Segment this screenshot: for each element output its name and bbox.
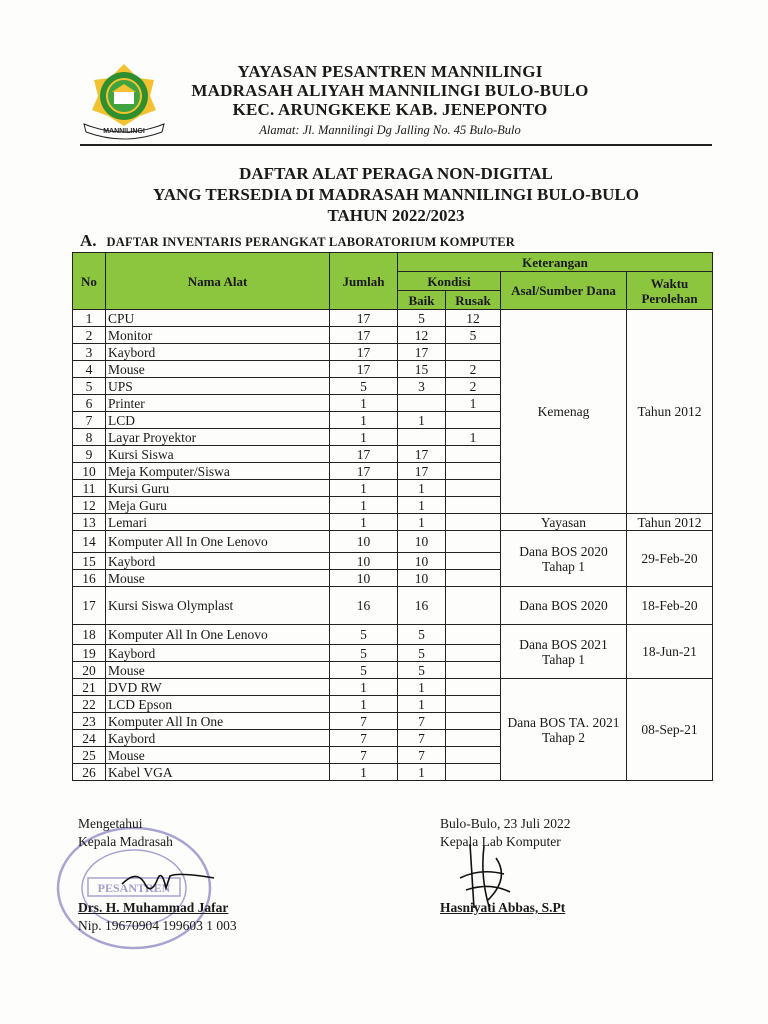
row-no: 21 bbox=[73, 679, 106, 696]
row-baik: 5 bbox=[398, 625, 446, 645]
group-asal: Dana BOS 2020 Tahap 1 bbox=[501, 531, 627, 587]
row-rusak bbox=[446, 625, 501, 645]
row-baik: 1 bbox=[398, 412, 446, 429]
row-nama: Kaybord bbox=[106, 344, 330, 361]
signature-block-right bbox=[440, 815, 571, 917]
row-no: 15 bbox=[73, 553, 106, 570]
row-jumlah: 1 bbox=[330, 429, 398, 446]
row-nama: Komputer All In One Lenovo bbox=[106, 625, 330, 645]
school-address: Alamat: Jl. Mannilingi Dg Jalling No. 45 Bulo-Bulo bbox=[259, 123, 521, 137]
row-nama: Kursi Siswa Olymplast bbox=[106, 587, 330, 625]
svg-text:PESANTREN: PESANTREN bbox=[97, 881, 171, 895]
row-no: 18 bbox=[73, 625, 106, 645]
row-rusak: 1 bbox=[446, 429, 501, 446]
table-row bbox=[73, 514, 713, 531]
row-jumlah: 17 bbox=[330, 344, 398, 361]
table-row bbox=[73, 587, 713, 625]
row-baik: 1 bbox=[398, 514, 446, 531]
row-jumlah: 17 bbox=[330, 327, 398, 344]
acknowledged-label: Mengetahui bbox=[78, 816, 143, 831]
row-jumlah: 17 bbox=[330, 446, 398, 463]
row-rusak: 12 bbox=[446, 310, 501, 327]
title-line-2: YANG TERSEDIA DI MADRASAH MANNILINGI BULO-BULO bbox=[153, 185, 639, 204]
row-rusak bbox=[446, 587, 501, 625]
row-rusak bbox=[446, 662, 501, 679]
row-nama: Mouse bbox=[106, 662, 330, 679]
row-jumlah: 1 bbox=[330, 497, 398, 514]
row-rusak: 2 bbox=[446, 378, 501, 395]
header-rusak: Rusak bbox=[446, 291, 501, 310]
row-baik: 1 bbox=[398, 764, 446, 781]
section-title: DAFTAR INVENTARIS PERANGKAT LABORATORIUM KOMPUTER bbox=[106, 235, 515, 249]
row-no: 17 bbox=[73, 587, 106, 625]
lab-head-name: Hasniyati Abbas, S.Pt bbox=[440, 900, 566, 915]
headmaster-name: Drs. H. Muhammad Jafar bbox=[78, 900, 229, 915]
header-asal-sumber-dana: Asal/Sumber Dana bbox=[501, 272, 627, 310]
row-baik bbox=[398, 395, 446, 412]
row-no: 16 bbox=[73, 570, 106, 587]
title-line-1: DAFTAR ALAT PERAGA NON-DIGITAL bbox=[239, 164, 553, 183]
row-rusak: 2 bbox=[446, 361, 501, 378]
row-no: 25 bbox=[73, 747, 106, 764]
table-row bbox=[73, 679, 713, 696]
row-jumlah: 16 bbox=[330, 587, 398, 625]
header-divider bbox=[80, 144, 712, 146]
row-nama: CPU bbox=[106, 310, 330, 327]
row-baik: 5 bbox=[398, 662, 446, 679]
row-nama: Mouse bbox=[106, 747, 330, 764]
row-nama: Komputer All In One Lenovo bbox=[106, 531, 330, 553]
group-waktu: 08-Sep-21 bbox=[627, 679, 713, 781]
row-no: 7 bbox=[73, 412, 106, 429]
row-jumlah: 17 bbox=[330, 310, 398, 327]
row-nama: LCD Epson bbox=[106, 696, 330, 713]
row-no: 5 bbox=[73, 378, 106, 395]
school-logo-icon bbox=[78, 60, 170, 140]
signature-block-left bbox=[78, 815, 237, 935]
row-baik: 17 bbox=[398, 463, 446, 480]
row-no: 11 bbox=[73, 480, 106, 497]
row-rusak bbox=[446, 463, 501, 480]
row-jumlah: 7 bbox=[330, 747, 398, 764]
group-asal: Kemenag bbox=[501, 310, 627, 514]
lab-head-title: Kepala Lab Komputer bbox=[440, 834, 561, 849]
row-no: 13 bbox=[73, 514, 106, 531]
row-rusak bbox=[446, 679, 501, 696]
row-nama: Lemari bbox=[106, 514, 330, 531]
group-asal: Yayasan bbox=[501, 514, 627, 531]
row-jumlah: 7 bbox=[330, 713, 398, 730]
row-jumlah: 1 bbox=[330, 696, 398, 713]
group-asal: Dana BOS 2021 Tahap 1 bbox=[501, 625, 627, 679]
row-rusak: 5 bbox=[446, 327, 501, 344]
foundation-name: YAYASAN PESANTREN MANNILINGI bbox=[237, 62, 543, 81]
group-waktu: 18-Feb-20 bbox=[627, 587, 713, 625]
row-jumlah: 1 bbox=[330, 412, 398, 429]
row-baik: 10 bbox=[398, 570, 446, 587]
row-jumlah: 5 bbox=[330, 378, 398, 395]
row-nama: Mouse bbox=[106, 570, 330, 587]
row-no: 3 bbox=[73, 344, 106, 361]
row-baik: 15 bbox=[398, 361, 446, 378]
row-no: 24 bbox=[73, 730, 106, 747]
inventory-table bbox=[72, 252, 713, 781]
row-jumlah: 1 bbox=[330, 679, 398, 696]
table-row bbox=[73, 310, 713, 327]
row-nama: Kursi Siswa bbox=[106, 446, 330, 463]
header-nama-alat: Nama Alat bbox=[106, 253, 330, 310]
headmaster-nip: Nip. 19670904 199603 1 003 bbox=[78, 918, 237, 933]
row-jumlah: 17 bbox=[330, 361, 398, 378]
row-jumlah: 10 bbox=[330, 570, 398, 587]
header-jumlah: Jumlah bbox=[330, 253, 398, 310]
row-nama: Printer bbox=[106, 395, 330, 412]
row-no: 20 bbox=[73, 662, 106, 679]
row-nama: Layar Proyektor bbox=[106, 429, 330, 446]
group-waktu: Tahun 2012 bbox=[627, 310, 713, 514]
group-waktu: Tahun 2012 bbox=[627, 514, 713, 531]
row-jumlah: 5 bbox=[330, 625, 398, 645]
header-keterangan: Keterangan bbox=[398, 253, 713, 272]
row-rusak bbox=[446, 730, 501, 747]
row-no: 2 bbox=[73, 327, 106, 344]
header-kondisi: Kondisi bbox=[398, 272, 501, 291]
title-line-3: TAHUN 2022/2023 bbox=[327, 206, 465, 225]
row-nama: Kabel VGA bbox=[106, 764, 330, 781]
group-asal: Dana BOS TA. 2021 Tahap 2 bbox=[501, 679, 627, 781]
row-no: 23 bbox=[73, 713, 106, 730]
row-jumlah: 1 bbox=[330, 514, 398, 531]
row-nama: Kaybord bbox=[106, 553, 330, 570]
row-baik: 1 bbox=[398, 497, 446, 514]
row-baik bbox=[398, 429, 446, 446]
row-rusak bbox=[446, 412, 501, 429]
row-nama: Monitor bbox=[106, 327, 330, 344]
row-baik: 10 bbox=[398, 553, 446, 570]
row-rusak bbox=[446, 570, 501, 587]
row-nama: Mouse bbox=[106, 361, 330, 378]
row-baik: 1 bbox=[398, 480, 446, 497]
row-rusak bbox=[446, 497, 501, 514]
section-letter: A. bbox=[80, 231, 97, 250]
row-nama: Kaybord bbox=[106, 645, 330, 662]
row-baik: 7 bbox=[398, 713, 446, 730]
row-baik: 7 bbox=[398, 747, 446, 764]
row-no: 14 bbox=[73, 531, 106, 553]
row-nama: LCD bbox=[106, 412, 330, 429]
row-jumlah: 1 bbox=[330, 764, 398, 781]
logo-text: MANNILINGI bbox=[103, 128, 145, 135]
place-date: Bulo-Bulo, 23 Juli 2022 bbox=[440, 816, 571, 831]
group-asal: Dana BOS 2020 bbox=[501, 587, 627, 625]
row-nama: Komputer All In One bbox=[106, 713, 330, 730]
row-no: 8 bbox=[73, 429, 106, 446]
header-waktu-perolehan: Waktu Perolehan bbox=[627, 272, 713, 310]
row-baik: 5 bbox=[398, 645, 446, 662]
row-baik: 7 bbox=[398, 730, 446, 747]
headmaster-title: Kepala Madrasah bbox=[78, 834, 173, 849]
row-baik: 17 bbox=[398, 344, 446, 361]
row-baik: 5 bbox=[398, 310, 446, 327]
row-baik: 16 bbox=[398, 587, 446, 625]
row-no: 12 bbox=[73, 497, 106, 514]
row-jumlah: 1 bbox=[330, 395, 398, 412]
table-row bbox=[73, 531, 713, 553]
row-nama: Kursi Guru bbox=[106, 480, 330, 497]
row-no: 1 bbox=[73, 310, 106, 327]
row-nama: Meja Komputer/Siswa bbox=[106, 463, 330, 480]
row-rusak bbox=[446, 531, 501, 553]
row-no: 9 bbox=[73, 446, 106, 463]
table-row bbox=[73, 625, 713, 645]
group-waktu: 18-Jun-21 bbox=[627, 625, 713, 679]
row-nama: Meja Guru bbox=[106, 497, 330, 514]
header-no: No bbox=[73, 253, 106, 310]
row-jumlah: 5 bbox=[330, 662, 398, 679]
row-baik: 3 bbox=[398, 378, 446, 395]
row-no: 19 bbox=[73, 645, 106, 662]
row-jumlah: 1 bbox=[330, 480, 398, 497]
row-rusak bbox=[446, 645, 501, 662]
row-jumlah: 10 bbox=[330, 531, 398, 553]
school-location: KEC. ARUNGKEKE KAB. JENEPONTO bbox=[232, 100, 548, 119]
row-baik: 1 bbox=[398, 696, 446, 713]
row-rusak bbox=[446, 747, 501, 764]
row-nama: UPS bbox=[106, 378, 330, 395]
section-heading bbox=[80, 231, 515, 251]
row-jumlah: 5 bbox=[330, 645, 398, 662]
row-baik: 12 bbox=[398, 327, 446, 344]
row-rusak bbox=[446, 514, 501, 531]
school-name: MADRASAH ALIYAH MANNILINGI BULO-BULO bbox=[191, 81, 589, 100]
row-rusak bbox=[446, 764, 501, 781]
row-jumlah: 17 bbox=[330, 463, 398, 480]
row-no: 22 bbox=[73, 696, 106, 713]
row-baik: 17 bbox=[398, 446, 446, 463]
row-no: 4 bbox=[73, 361, 106, 378]
row-rusak bbox=[446, 344, 501, 361]
letterhead bbox=[180, 62, 600, 138]
row-rusak bbox=[446, 696, 501, 713]
row-no: 6 bbox=[73, 395, 106, 412]
header-baik: Baik bbox=[398, 291, 446, 310]
row-baik: 10 bbox=[398, 531, 446, 553]
document-title bbox=[80, 163, 712, 226]
group-waktu: 29-Feb-20 bbox=[627, 531, 713, 587]
row-no: 26 bbox=[73, 764, 106, 781]
row-jumlah: 7 bbox=[330, 730, 398, 747]
row-rusak bbox=[446, 713, 501, 730]
row-jumlah: 10 bbox=[330, 553, 398, 570]
row-rusak bbox=[446, 553, 501, 570]
row-rusak bbox=[446, 446, 501, 463]
row-nama: Kaybord bbox=[106, 730, 330, 747]
row-nama: DVD RW bbox=[106, 679, 330, 696]
row-no: 10 bbox=[73, 463, 106, 480]
row-rusak: 1 bbox=[446, 395, 501, 412]
row-baik: 1 bbox=[398, 679, 446, 696]
row-rusak bbox=[446, 480, 501, 497]
